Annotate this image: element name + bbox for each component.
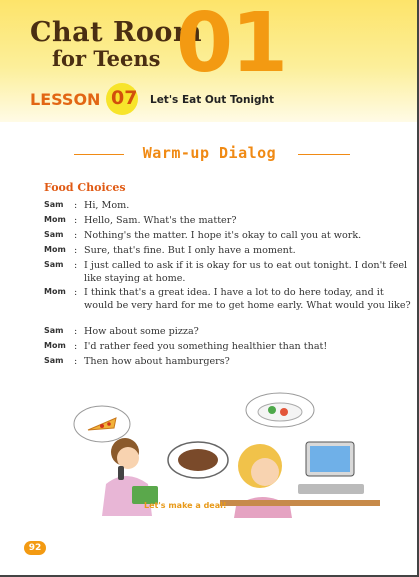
dialog-text: How about some pizza? [84,326,199,337]
dialog-line: Sam : Nothing's the matter. I hope it's okay to call you at work. [44,229,414,242]
dialog-text: I think that's a great idea. I have a lot to do here today, and it would be very hard for me to get home early. What would you like? [84,287,411,311]
speaker-name: Sam [44,326,64,335]
illustration-caption: Let's make a deal! [144,501,227,510]
dialog-line: Mom : I think that's a great idea. I have a lot to do here today, and it would be very hard for me to get home early. What would you like? [44,286,414,312]
book-title-line2: for Teens [52,46,161,71]
dialog-line: Sam : I just called to ask if it is okay for us to eat out tonight. I don't feel like staying at home. [44,259,414,285]
speaker-name: Mom [44,287,66,296]
dialog-text: Then how about hamburgers? [84,356,230,367]
dialog-text: Hello, Sam. What's the matter? [84,215,237,226]
dialog-text: Hi, Mom. [84,200,130,211]
dialog-text: I just called to ask if it is okay for us to eat out tonight. I don't feel like staying at home. [84,260,408,284]
lesson-title: Let's Eat Out Tonight [150,94,275,106]
section-title-rule-right [298,154,350,155]
boy-face [117,447,139,469]
dialog-line: Sam : Then how about hamburgers? [44,355,414,368]
speaker-name: Sam [44,260,64,269]
page-number: 92 [24,541,46,555]
dialog-line: Sam : How about some pizza? [44,325,414,338]
desk [220,500,380,506]
speaker-name: Mom [44,215,66,224]
mom-face [251,458,279,486]
book-title-line1: Chat Room [30,17,203,48]
speaker-name: Sam [44,230,64,239]
phone-icon [118,466,124,480]
dialog-line: Mom : Sure, that's fine. But I only have a moment. [44,244,414,257]
dialog-illustration [70,388,380,518]
dialog-line: Mom : Hello, Sam. What's the matter? [44,214,414,227]
page-header [0,0,417,122]
speaker-name: Sam [44,200,64,209]
speaker-name: Mom [44,245,66,254]
speaker-name: Mom [44,341,66,350]
lesson-number: 07 [111,87,138,109]
dialog-text: Nothing's the matter. I hope it's okay to call you at work. [84,230,362,241]
dialog-text: Sure, that's fine. But I only have a moment. [84,245,296,256]
unit-number: 01 [176,0,287,91]
section-title: Warm-up Dialog [142,144,277,162]
dialog-line: Mom : I'd rather feed you something healthier than that! [44,340,414,353]
dialog-title: Food Choices [44,181,126,194]
keyboard-icon [298,484,364,494]
dialog-text: I'd rather feed you something healthier than that! [84,341,328,352]
speaker-name: Sam [44,356,64,365]
dialog-line: Sam : Hi, Mom. [44,199,414,212]
lesson-label: LESSON [30,90,101,109]
